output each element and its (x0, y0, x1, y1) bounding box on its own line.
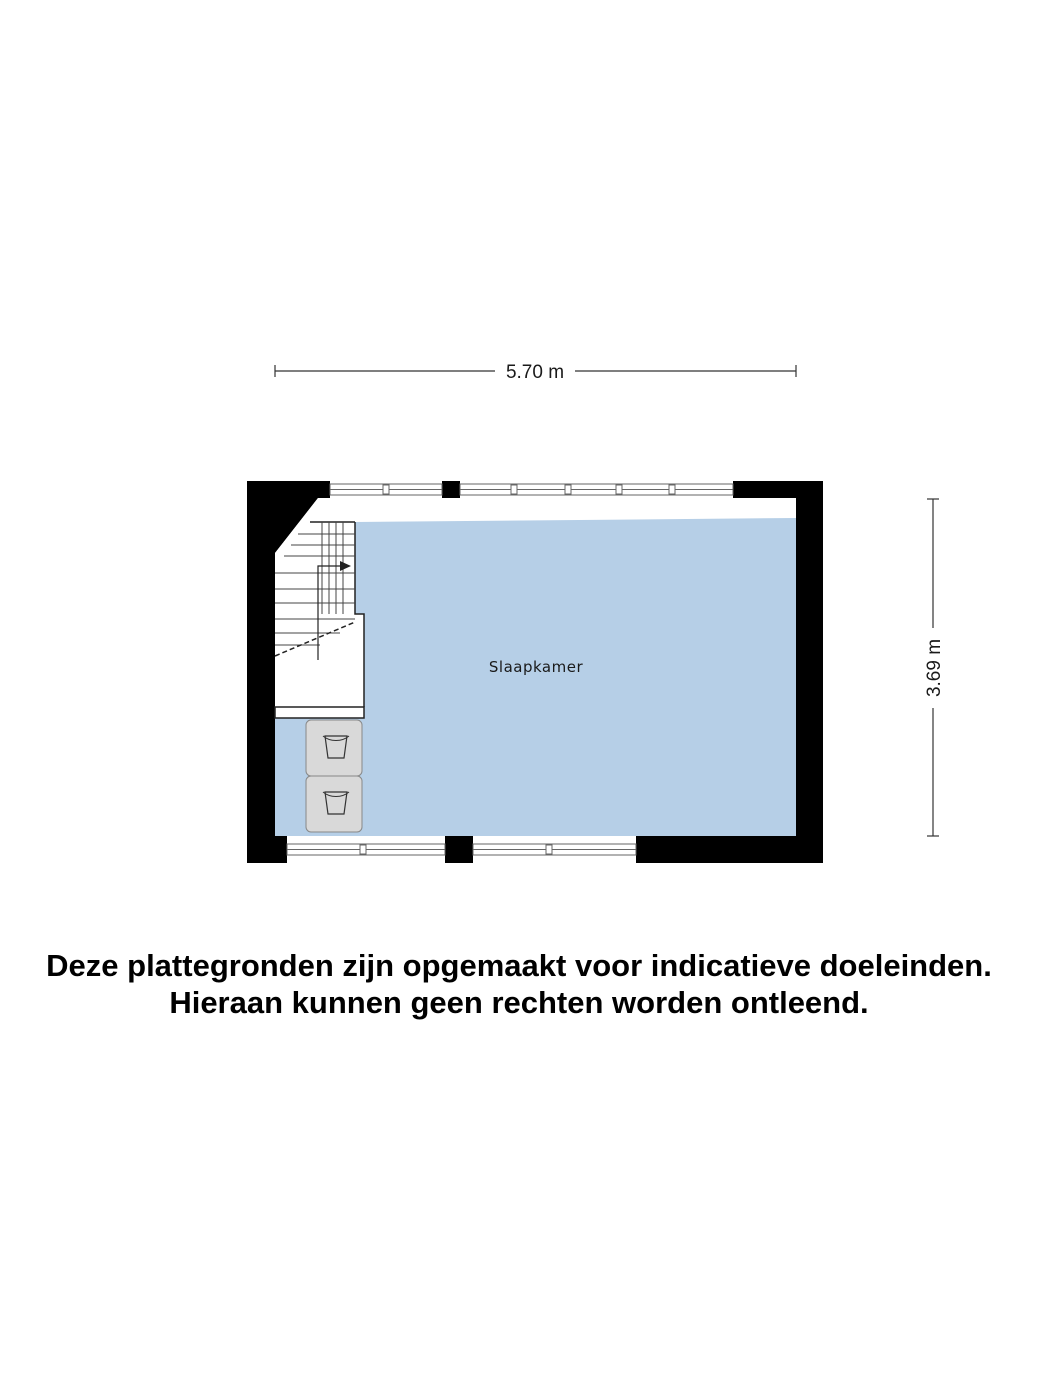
height-dimension (924, 499, 945, 836)
disclaimer-line-2: Hieraan kunnen geen rechten worden ontleend. (169, 985, 869, 1020)
armchair-icon (306, 720, 362, 832)
width-dimension (275, 362, 796, 383)
room-label-slaapkamer: Slaapkamer (488, 658, 584, 676)
height-dimension-label: 3.69 m (924, 638, 945, 698)
disclaimer-line-1: Deze plattegronden zijn opgemaakt voor indicatieve doeleinden. (46, 948, 992, 983)
width-dimension-label: 5.70 m (505, 362, 565, 383)
windows-top (330, 484, 733, 495)
